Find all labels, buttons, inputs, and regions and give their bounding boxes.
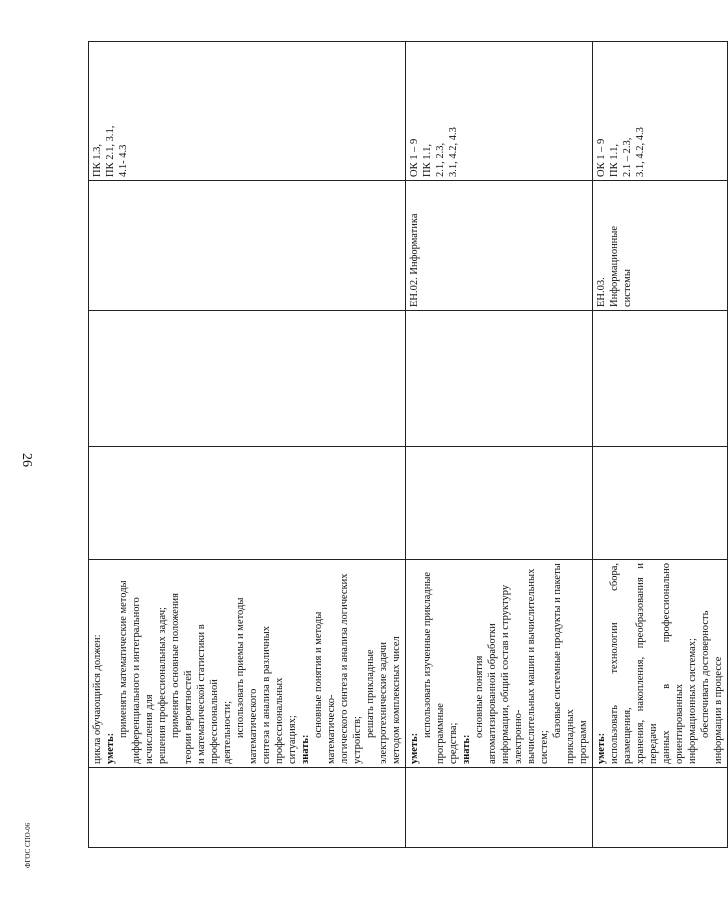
section-label: знать: <box>461 734 472 764</box>
text-line: деятельности; <box>222 700 233 764</box>
text-line: использовать технологии сбора, размещения, <box>609 563 633 764</box>
competency-code: ОК 1 – 9 <box>596 138 607 177</box>
index-cell <box>406 768 593 848</box>
footer-code: ФГОС СПО-06 <box>24 822 32 868</box>
competency-code: ПК 1.1, <box>422 144 433 177</box>
text-line: основные понятия автоматизированной обработки <box>474 623 498 764</box>
text-line: решать прикладные электротехнические задачи <box>365 641 389 764</box>
section-label: уметь: <box>596 732 607 764</box>
table-row <box>406 42 593 848</box>
discipline-name: ЕН.02. Информатика <box>409 213 420 307</box>
text-line: методом комплексных чисел <box>391 636 402 764</box>
section-label: уметь: <box>409 732 420 764</box>
text-line: логического синтеза и анализа логических устройств; <box>339 573 363 764</box>
competency-code: ОК 1 – 9 <box>409 138 420 177</box>
requirements-cell <box>406 560 593 768</box>
section-label: уметь: <box>105 732 116 764</box>
competencies-cell <box>406 42 593 181</box>
text-line: синтеза и анализа в различных профессиональных <box>261 626 285 764</box>
text-line: использовать изученные прикладные программные <box>422 571 446 764</box>
text-line: дифференциального и интегрального исчисления для <box>131 597 155 764</box>
competency-code: 3.1, 4.2, 4.3 <box>635 127 646 177</box>
hours-classroom-cell <box>593 311 728 447</box>
competency-table <box>88 41 728 848</box>
text-line: использовать приемы и методы математического <box>235 597 259 764</box>
text-line: информационных системах; <box>687 638 698 764</box>
discipline-cell <box>593 181 728 311</box>
discipline-name: Информационные <box>609 225 620 307</box>
competency-code: 2.1, 2.3, <box>435 142 446 177</box>
hours-max-cell <box>89 447 406 560</box>
text-line: базовые системные продукты и пакеты прикладных <box>552 563 576 764</box>
discipline-name: системы <box>622 269 633 307</box>
competencies-cell <box>89 42 406 181</box>
text-line: данных в профессионально ориентированных <box>661 563 685 764</box>
competency-code: ПК 2.1, 3.1, <box>105 125 116 177</box>
hours-max-cell <box>593 447 728 560</box>
competency-code: ПК 1.3, <box>92 144 103 177</box>
text-line: решения профессиональных задач; <box>157 607 168 764</box>
table-row <box>593 42 728 848</box>
section-label: знать: <box>300 734 311 764</box>
competency-code: ПК 1.1, <box>609 144 620 177</box>
competency-code: 4.1- 4.3 <box>118 144 129 177</box>
text-line: хранения, накопления, преобразования и передачи <box>635 563 659 764</box>
text-line: основные понятия и методы математическо- <box>313 611 337 764</box>
page-number: 26 <box>19 453 34 467</box>
hours-classroom-cell <box>89 311 406 447</box>
text-line: вычислительных машин и вычислительных систем; <box>526 568 550 764</box>
rotated-table-container <box>88 42 724 848</box>
table-row <box>89 42 406 848</box>
text-line: обеспечивать достоверность информации в процессе <box>700 610 724 764</box>
discipline-cell <box>89 181 406 311</box>
text-line: информации, общий состав и структуру электронно- <box>500 584 524 764</box>
discipline-name: ЕН.03. <box>596 277 607 307</box>
competency-code: 2.1 – 2.3, <box>622 137 633 177</box>
index-cell <box>89 768 406 848</box>
text-line: цикла обучающийся должен: <box>92 634 103 764</box>
hours-max-cell <box>406 447 593 560</box>
text-line: программ <box>578 720 589 764</box>
requirements-cell <box>89 560 406 768</box>
discipline-cell <box>406 181 593 311</box>
text-line: ситуациях; <box>287 715 298 764</box>
index-cell <box>593 768 728 848</box>
competency-code: 3.1, 4.2, 4.3 <box>448 127 459 177</box>
competencies-cell <box>593 42 728 181</box>
text-line: применять математические методы <box>118 580 129 738</box>
text-line: средства; <box>448 722 459 764</box>
text-line: и математической статистики в профессиональной <box>196 624 220 764</box>
requirements-cell <box>593 560 728 768</box>
hours-classroom-cell <box>406 311 593 447</box>
text-line: применять основные положения теории вероятностей <box>170 592 194 764</box>
